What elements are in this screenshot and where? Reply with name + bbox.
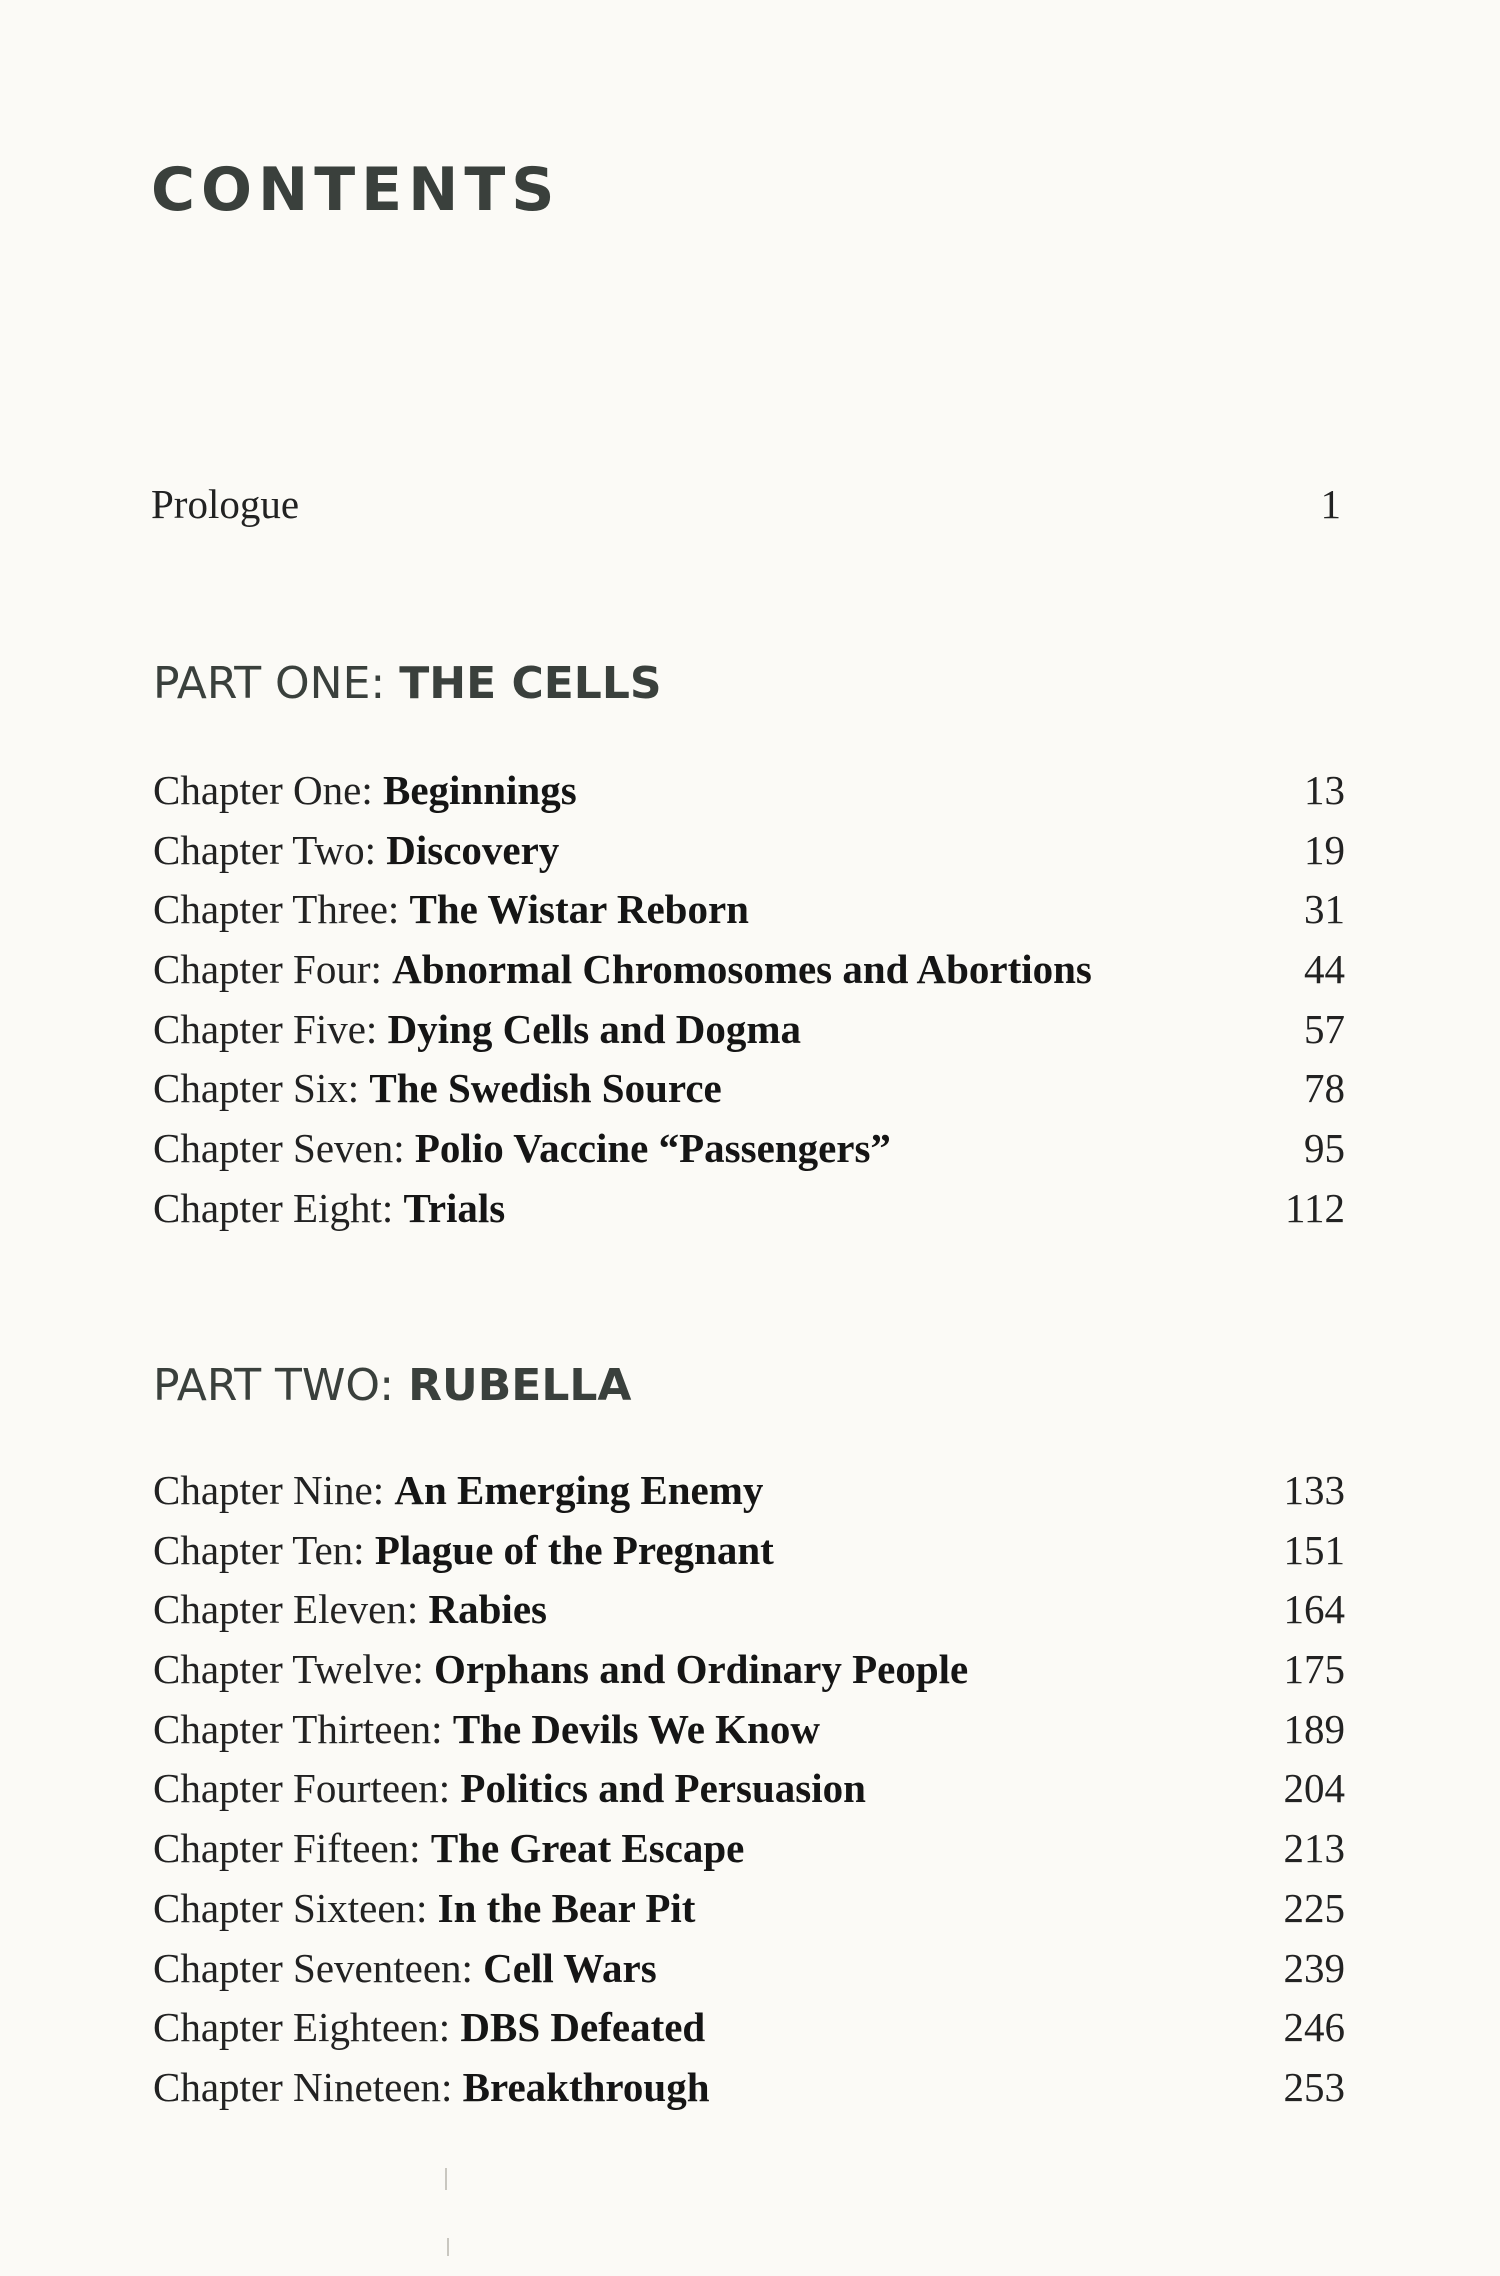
chapter-entry [153,1120,1345,1180]
chapter-prefix: Chapter Nineteen: [153,2063,453,2110]
chapter-prefix: Chapter Eighteen: [153,2004,451,2051]
prologue-page-number: 1 [1320,481,1341,527]
chapter-entry [153,1462,1345,1522]
chapter-title: The Wistar Reborn [409,886,749,933]
chapter-page-number: 164 [1283,1586,1345,1633]
chapter-entry [153,1940,1345,2000]
part-one-heading [153,656,662,712]
chapter-page-number: 225 [1283,1884,1345,1931]
chapter-title: Dying Cells and Dogma [387,1005,802,1052]
chapter-label [153,1462,763,1518]
chapter-label [153,1760,866,1816]
chapter-page-number: 239 [1283,1944,1345,1991]
chapter-entry [153,881,1345,941]
chapter-label [153,1120,891,1176]
chapter-label [153,1180,505,1236]
chapter-label [153,822,559,878]
chapter-page-number: 204 [1283,1765,1345,1812]
chapter-title: DBS Defeated [460,2004,706,2051]
scan-artifact-mark [445,2168,447,2190]
chapter-entry [153,1760,1345,1820]
chapter-title: Cell Wars [483,1944,657,1991]
part-two-name: RUBELLA [408,1360,632,1411]
chapter-entry [153,1701,1345,1761]
chapter-prefix: Chapter Ten: [153,1526,365,1573]
chapter-label [153,1060,722,1116]
chapter-prefix: Chapter Nine: [153,1467,385,1513]
chapter-page-number: 112 [1285,1184,1345,1231]
chapter-page-number: 246 [1283,2004,1345,2051]
chapter-entry [153,1820,1345,1880]
chapter-title: An Emerging Enemy [394,1467,764,1513]
chapter-title: Beginnings [382,767,577,813]
chapter-title: Plague of the Pregnant [374,1526,774,1573]
chapter-label [153,1820,744,1876]
chapter-page-number: 253 [1283,2063,1345,2110]
chapter-title: Rabies [428,1586,547,1633]
chapter-entry [153,1641,1345,1701]
chapter-prefix: Chapter Sixteen: [153,1884,428,1931]
chapter-title: In the Bear Pit [437,1884,696,1931]
page-title: CONTENTS [151,155,561,225]
chapter-label [153,941,1092,997]
chapter-page-number: 19 [1304,826,1345,873]
chapter-title: Abnormal Chromosomes and Abortions [392,946,1092,993]
chapter-label [153,1999,705,2055]
chapter-prefix: Chapter One: [153,767,373,813]
chapter-label [153,1581,547,1637]
chapter-prefix: Chapter Eight: [153,1184,394,1231]
chapter-page-number: 213 [1283,1825,1345,1872]
part-one-chapter-list [153,762,1345,1240]
chapter-entry [153,1001,1345,1061]
chapter-prefix: Chapter Fourteen: [153,1765,451,1812]
chapter-entry [153,1581,1345,1641]
part-one-prefix: PART ONE: [153,658,386,709]
chapter-title: The Devils We Know [452,1705,820,1752]
chapter-page-number: 13 [1304,767,1345,813]
chapter-prefix: Chapter Fifteen: [153,1825,421,1872]
chapter-page-number: 78 [1304,1065,1345,1112]
chapter-page-number: 151 [1283,1526,1345,1573]
chapter-entry [153,1880,1345,1940]
chapter-entry [153,941,1345,1001]
chapter-entry [153,1180,1345,1240]
prologue-entry [151,476,1341,532]
chapter-title: Trials [403,1184,506,1231]
chapter-prefix: Chapter Five: [153,1005,378,1052]
chapter-prefix: Chapter Three: [153,886,400,933]
chapter-label [153,2059,710,2115]
chapter-title: Orphans and Ordinary People [434,1646,969,1693]
chapter-label [153,1701,820,1757]
chapter-title: The Swedish Source [369,1065,722,1112]
chapter-label [153,1641,968,1697]
chapter-prefix: Chapter Seventeen: [153,1944,473,1991]
chapter-prefix: Chapter Twelve: [153,1646,424,1693]
chapter-label [153,1940,657,1996]
chapter-prefix: Chapter Two: [153,826,376,873]
chapter-page-number: 95 [1304,1125,1345,1172]
chapter-page-number: 57 [1304,1005,1345,1052]
chapter-page-number: 44 [1304,946,1345,993]
chapter-label [153,1522,774,1578]
part-two-heading [153,1358,631,1414]
part-two-chapter-list [153,1462,1345,2119]
chapter-entry [153,822,1345,882]
chapter-title: The Great Escape [430,1825,745,1872]
chapter-title: Breakthrough [462,2063,710,2110]
chapter-entry [153,2059,1345,2119]
chapter-prefix: Chapter Six: [153,1065,360,1112]
prologue-label: Prologue [151,481,300,527]
chapter-label [153,881,749,937]
part-two-prefix: PART TWO: [153,1360,395,1411]
chapter-entry [153,1060,1345,1120]
chapter-entry [153,1522,1345,1582]
part-one-name: THE CELLS [399,658,662,709]
chapter-label [153,762,577,818]
chapter-label [153,1001,801,1057]
chapter-title: Discovery [386,826,560,873]
chapter-label [153,1880,695,1936]
chapter-entry [153,1999,1345,2059]
chapter-page-number: 175 [1283,1646,1345,1693]
chapter-prefix: Chapter Eleven: [153,1586,419,1633]
chapter-title: Polio Vaccine “Passengers” [414,1125,891,1172]
chapter-page-number: 133 [1283,1467,1345,1513]
chapter-title: Politics and Persuasion [460,1765,866,1812]
chapter-prefix: Chapter Seven: [153,1125,405,1172]
scan-artifact-mark [447,2238,449,2256]
chapter-page-number: 31 [1304,886,1345,933]
chapter-prefix: Chapter Four: [153,946,382,993]
chapter-page-number: 189 [1283,1705,1345,1752]
chapter-entry [153,762,1345,822]
chapter-prefix: Chapter Thirteen: [153,1705,443,1752]
